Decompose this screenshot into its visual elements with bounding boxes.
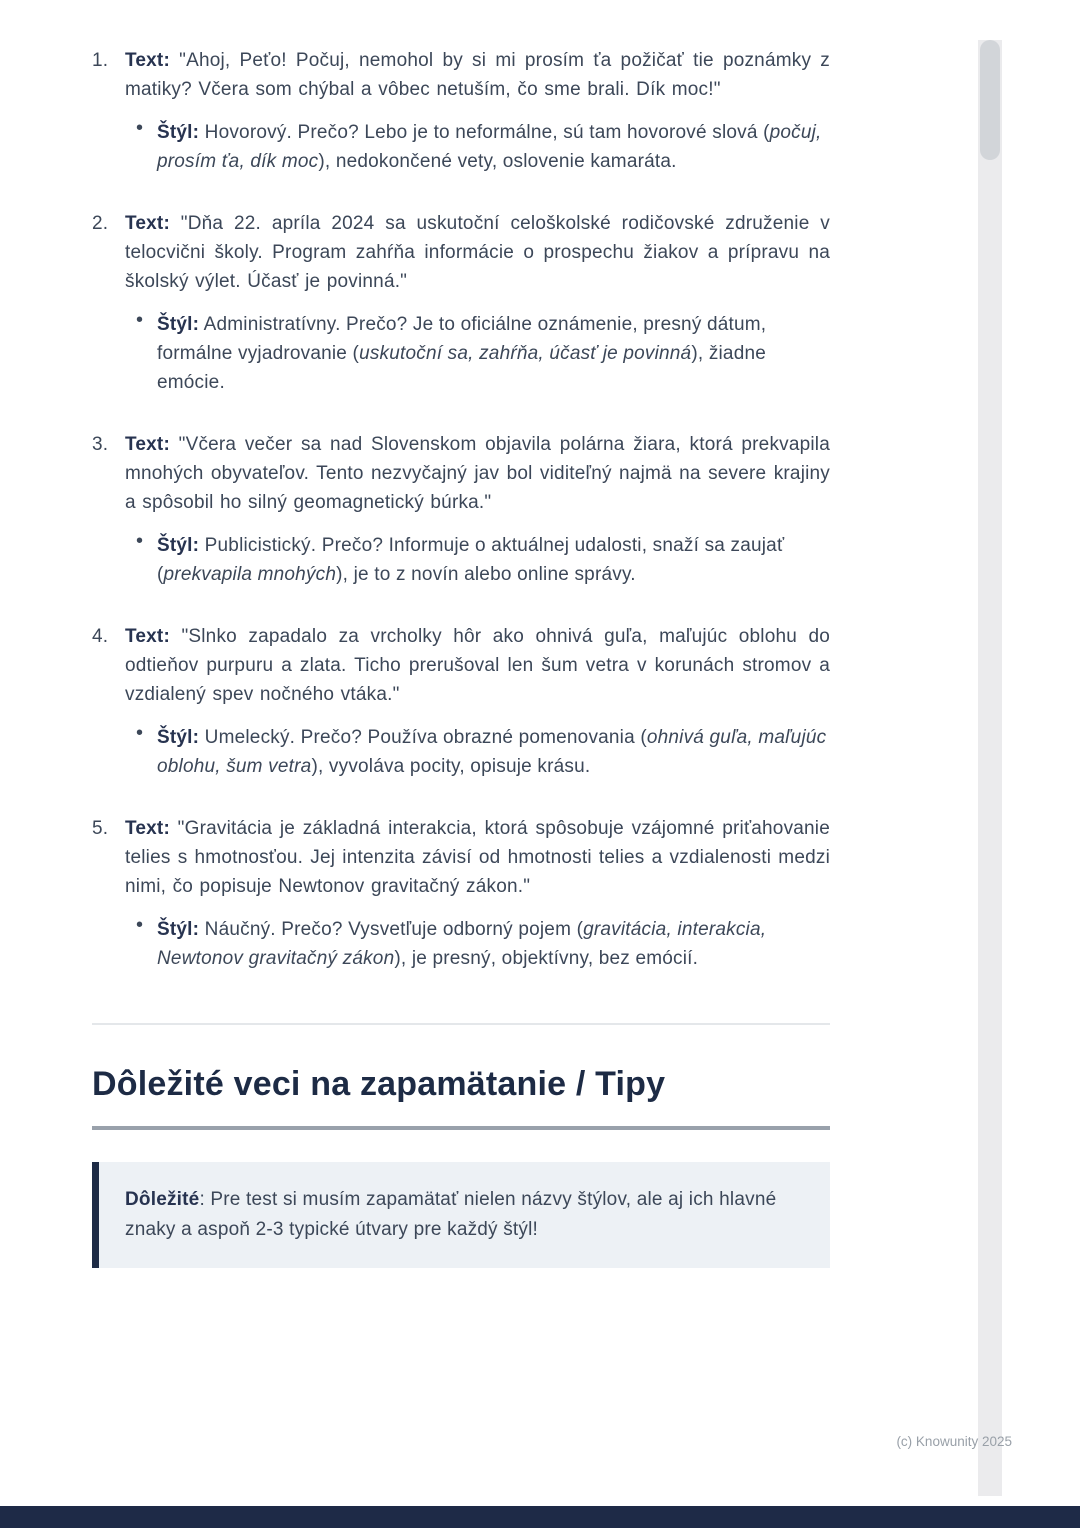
text-label: Text: [125,50,170,71]
style-text [157,118,830,176]
style-label: Štýl: [157,535,200,556]
style-item [136,309,830,397]
style-segment: ), žiadne emócie. [157,343,767,393]
examples-list [92,46,830,973]
style-text [157,310,830,397]
text-content: "Včera večer sa nad Slovenskom objavila polárna žiara, ktorá prekvapila mnohých obyvateľov. Tento nezvyčajný jav bol viditeľný najmä na severe krajiny a spôsobil ho silný geomagnetický búrka." [125,434,830,513]
bullet-icon: • [136,914,144,936]
style-italic-segment: uskutoční sa, zahŕňa, účasť je povinná [359,343,692,364]
style-italic-segment: ohnivá guľa, maľujúc oblohu, šum vetra [157,727,827,777]
style-label: Štýl: [157,314,200,335]
bullet-icon: • [136,530,144,552]
style-list [92,531,830,589]
example-text [92,814,830,901]
bullet-icon: • [136,117,144,139]
item-number: 1. [92,50,109,71]
style-label: Štýl: [157,727,200,748]
style-segment: Hovorový. Prečo? Lebo je to neformálne, sú tam hovorové slová ( [204,122,770,143]
style-label: Štýl: [157,919,200,940]
bullet-icon: • [136,309,144,331]
notes-content [92,46,830,1268]
style-italic-segment: gravitácia, interakcia, Newtonov gravitačný zákon [157,919,767,969]
important-callout [92,1162,830,1268]
callout-text [125,1185,804,1245]
example-text [92,622,830,709]
text-content: "Dňa 22. apríla 2024 sa uskutoční celoškolské rodičovské združenie v telocvični školy. Program zahŕňa informácie o prospechu žiakov a prípravu na školský výlet. Účasť je povinná." [125,213,830,292]
style-segment: Administratívny. Prečo? Je to oficiálne oznámenie, presný dátum, formálne vyjadrovanie ( [157,314,767,364]
style-segment: ), je to z novín alebo online správy. [336,564,636,585]
example-text [92,209,830,296]
example-text [92,46,830,104]
footer-credit: (c) Knowunity 2025 [896,1434,1012,1449]
item-number: 3. [92,434,109,455]
text-content: "Ahoj, Peťo! Počuj, nemohol by si mi prosím ťa požičať tie poznámky z matiky? Včera som chýbal a vôbec netuším, čo sme brali. Dík moc!" [125,50,830,100]
text-label: Text: [125,213,170,234]
style-list [92,723,830,781]
example-text [92,430,830,517]
style-item [136,530,830,589]
style-list [92,310,830,397]
text-label: Text: [125,626,170,647]
example-item [92,46,830,176]
style-item [136,914,830,973]
text-content: "Slnko zapadalo za vrcholky hôr ako ohnivá guľa, maľujúc oblohu do odtieňov purpuru a zlata. Ticho prerušoval len šum vetra v korunách stromov a vzdialený spev nočného vtáka." [125,626,830,705]
text-label: Text: [125,434,170,455]
section-divider [92,1023,830,1025]
style-italic-segment: prekvapila mnohých [163,564,337,585]
callout-body: : Pre test si musím zapamätať nielen názvy štýlov, ale aj ich hlavné znaky a aspoň 2-3 typické útvary pre každý štýl! [125,1189,777,1240]
style-segment: Náučný. Prečo? Vysvetľuje odborný pojem ( [204,919,584,940]
item-number: 4. [92,626,109,647]
style-segment: ), vyvoláva pocity, opisuje krásu. [311,756,591,777]
item-number: 5. [92,818,109,839]
style-text [157,531,830,589]
item-number: 2. [92,213,109,234]
style-list [92,915,830,973]
style-segment: Umelecký. Prečo? Používa obrazné pomenovania ( [204,727,647,748]
heading-underline [92,1126,830,1130]
scrollbar-thumb[interactable] [980,40,1000,160]
section-heading: Dôležité veci na zapamätanie / Tipy [92,1065,666,1103]
style-text [157,723,830,781]
example-item [92,622,830,781]
text-content: "Gravitácia je základná interakcia, ktorá spôsobuje vzájomné priťahovanie telies s hmotnosťou. Jej intenzita závisí od hmotnosti telies a vzdialenosti medzi nimi, čo popisuje Newtonov gravitačný zákon." [125,818,830,897]
scrollbar-track[interactable] [978,40,1002,1496]
style-segment: Publicistický. Prečo? Informuje o aktuálnej udalosti, snaží sa zaujať ( [157,535,785,585]
style-italic-segment: počuj, prosím ťa, dík moc [157,122,822,172]
style-item [136,117,830,176]
example-item [92,814,830,973]
style-label: Štýl: [157,122,200,143]
style-list [92,118,830,176]
style-segment: ), nedokončené vety, oslovenie kamaráta. [318,151,677,172]
bottom-bar [0,1506,1080,1528]
callout-label: Dôležité [125,1189,200,1210]
example-item [92,209,830,397]
bullet-icon: • [136,722,144,744]
style-text [157,915,830,973]
style-segment: ), je presný, objektívny, bez emócií. [394,948,699,969]
text-label: Text: [125,818,170,839]
example-item [92,430,830,589]
style-item [136,722,830,781]
